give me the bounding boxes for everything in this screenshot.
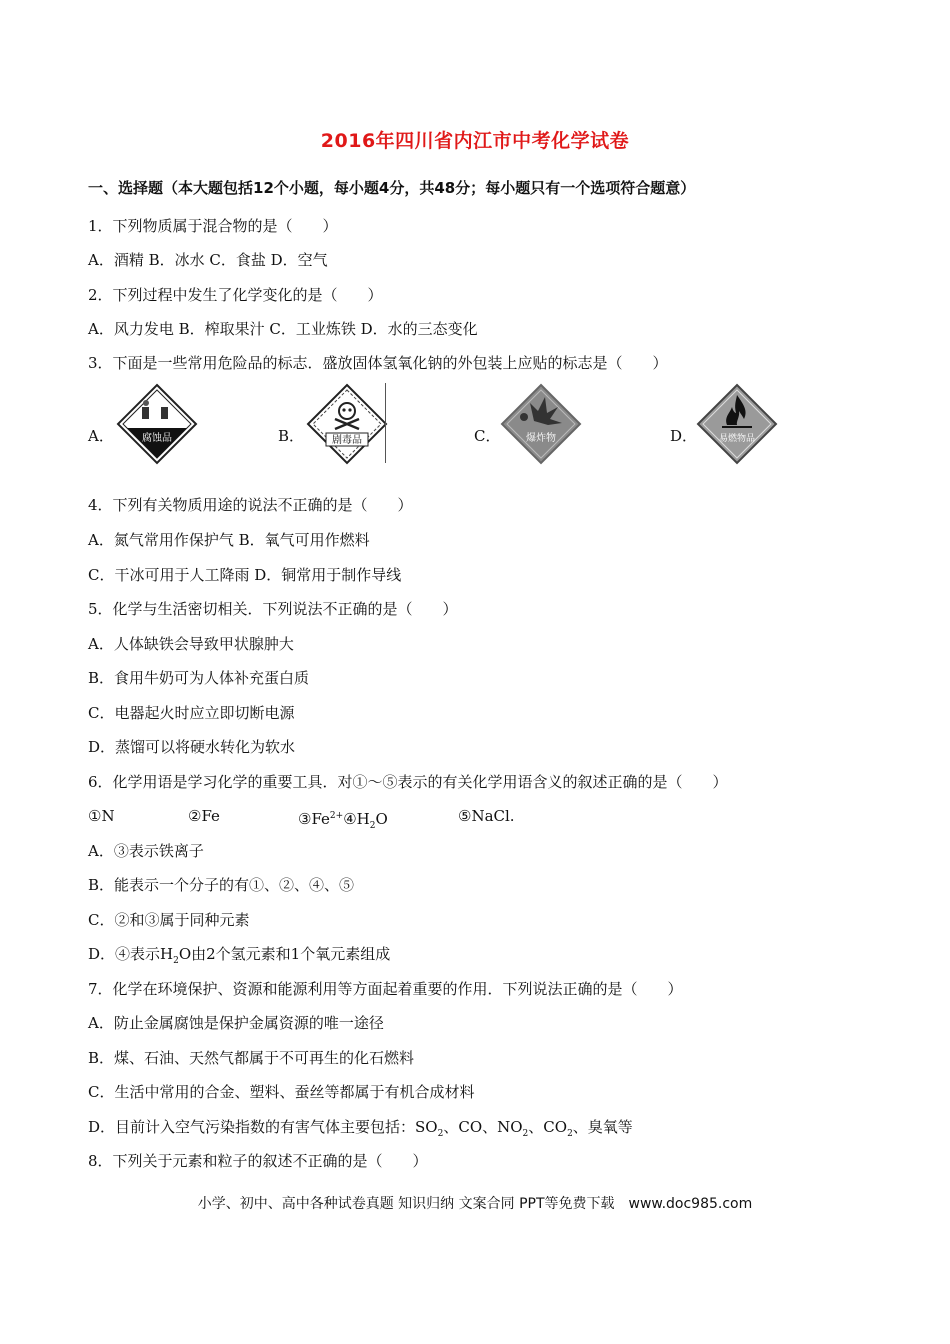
q6-option-a: A．③表示铁离子 xyxy=(88,842,204,860)
explosive-sign-icon xyxy=(500,383,582,465)
formula-3: $③Fe^{2+}④H_2O$ xyxy=(298,810,388,831)
formula-2: ②Fe xyxy=(188,807,220,825)
q7-option-d: D．目前计入空气污染指数的有害气体主要包括：$SO_2$、CO、$NO_2$、$CO_2$、臭氧等 xyxy=(88,1118,633,1139)
q7-option-b: B．煤、石油、天然气都属于不可再生的化石燃料 xyxy=(88,1049,415,1067)
sign-label: 易燃物品 xyxy=(718,434,756,444)
page-title: 2016年四川省内江市中考化学试卷 xyxy=(320,130,630,152)
q5-stem: 5．化学与生活密切相关．下列说法不正确的是（ ） xyxy=(88,600,458,618)
q6-option-d: D．④表示$H_2O$由2个氢元素和1个氧元素组成 xyxy=(88,945,391,966)
toxic-sign-icon xyxy=(306,383,388,465)
q2-stem: 2．下列过程中发生了化学变化的是（ ） xyxy=(88,286,383,304)
q6-stem: 6．化学用语是学习化学的重要工具．对①～⑤表示的有关化学用语含义的叙述正确的是（ ） xyxy=(88,773,728,791)
q3-sign-options xyxy=(88,383,848,465)
q7-stem: 7．化学在环境保护、资源和能源利用等方面起着重要的作用．下列说法正确的是（ ） xyxy=(88,980,683,998)
option-letter: B． xyxy=(278,427,305,445)
option-letter: C． xyxy=(474,427,501,445)
q4-options-line2: C．干冰可用于人工降雨 D．铜常用于制作导线 xyxy=(88,566,402,584)
q7-option-a: A．防止金属腐蚀是保护金属资源的唯一途径 xyxy=(88,1014,384,1032)
q8-stem: 8．下列关于元素和粒子的叙述不正确的是（ ） xyxy=(88,1152,428,1170)
q6-option-c: C．②和③属于同种元素 xyxy=(88,911,250,929)
q4-stem: 4．下列有关物质用途的说法不正确的是（ ） xyxy=(88,496,413,514)
q4-options-line1: A．氮气常用作保护气 B．氧气可用作燃料 xyxy=(88,531,370,549)
sign-label: 爆炸物 xyxy=(526,433,556,444)
formula-5: ⑤NaCl. xyxy=(458,807,515,825)
q5-option-b: B．食用牛奶可为人体补充蛋白质 xyxy=(88,669,310,687)
q3-stem: 3．下面是一些常用危险品的标志．盛放固体氢氧化钠的外包装上应贴的标志是（ ） xyxy=(88,354,668,372)
footer-link[interactable]: 小学、初中、高中各种试卷真题 知识归纳 文案合同 PPT等免费下载 www.doc985.com xyxy=(197,1196,753,1212)
image-edge-divider xyxy=(385,383,386,463)
sign-label: 腐蚀品 xyxy=(142,433,172,444)
q5-option-d: D．蒸馏可以将硬水转化为软水 xyxy=(88,738,296,756)
q5-option-a: A．人体缺铁会导致甲状腺肿大 xyxy=(88,635,294,653)
option-letter: D． xyxy=(670,427,698,445)
corrosive-sign-icon xyxy=(116,383,198,465)
section-heading: 一、选择题（本大题包括12个小题，每小题4分，共48分；每小题只有一个选项符合题意） xyxy=(88,179,696,197)
q6-option-b: B．能表示一个分子的有①、②、④、⑤ xyxy=(88,876,355,894)
sign-label: 剧毒品 xyxy=(332,435,362,446)
q1-options: A．酒精 B．冰水 C．食盐 D．空气 xyxy=(88,251,328,269)
q2-options: A．风力发电 B．榨取果汁 C．工业炼铁 D．水的三态变化 xyxy=(88,320,478,338)
flammable-sign-icon xyxy=(696,383,778,465)
q1-stem: 1．下列物质属于混合物的是（ ） xyxy=(88,217,338,235)
q7-option-c: C．生活中常用的合金、塑料、蚕丝等都属于有机合成材料 xyxy=(88,1083,475,1101)
q5-option-c: C．电器起火时应立即切断电源 xyxy=(88,704,295,722)
option-letter: A． xyxy=(88,427,114,445)
formula-1: ①N xyxy=(88,807,115,825)
